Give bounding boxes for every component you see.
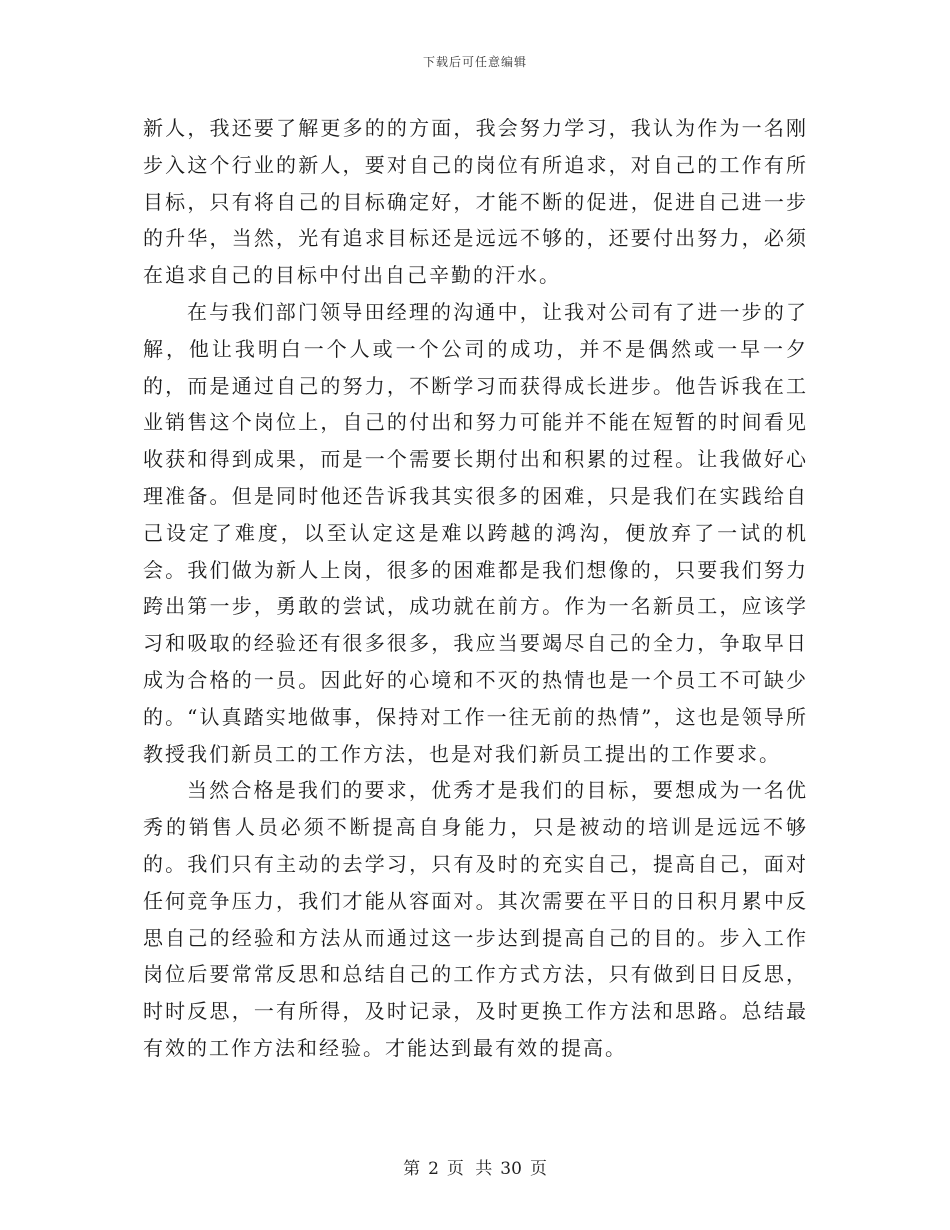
footer-middle: 页 共 <box>446 1159 493 1179</box>
footer-prefix: 第 <box>403 1159 421 1179</box>
paragraph-2: 在与我们部门领导田经理的沟通中，让我对公司有了进一步的了解，他让我明白一个人或一个公司的成功，并不是偶然或一早一夕的，而是通过自己的努力，不断学习而获得成长进步。他告诉我在工业销售这个岗位上，自己的付出和努力可能并不能在短暂的时间看见收获和得到成果，而是一个需要长期付出和积累的过程。让我做好心理准备。但是同时他还告诉我其实很多的困难，只是我们在实践给自己设定了难度，以至认定这是难以跨越的鸿沟，便放弃了一试的机会。我们做为新人上岗，很多的困难都是我们想像的，只要我们努力跨出第一步，勇敢的尝试，成功就在前方。作为一名新员工，应该学习和吸取的经验还有很多很多，我应当要竭尽自己的全力，争取早日成为合格的一员。因此好的心境和不灭的热情也是一个员工不可缺少的。“认真踏实地做事，保持对工作一往无前的热情”，这也是领导所教授我们新员工的工作方法，也是对我们新员工提出的工作要求。 <box>143 299 808 766</box>
total-pages: 30 <box>500 1159 522 1179</box>
paragraph-1: 新人，我还要了解更多的的方面，我会努力学习，我认为作为一名刚步入这个行业的新人，要对自己的岗位有所追求，对自己的工作有所目标，只有将自己的目标确定好，才能不断的促进，促进自己进一步的升华，当然，光有追求目标还是远远不够的，还要付出努力，必须在追求自己的目标中付出自己辛勤的汗水。 <box>143 116 808 288</box>
document-body <box>143 110 808 1067</box>
footer-suffix: 页 <box>529 1159 547 1179</box>
page-number: 2 <box>428 1159 439 1179</box>
page-header: 下载后可任意编辑 <box>422 55 527 69</box>
page-footer <box>0 1154 950 1179</box>
paragraph-3: 当然合格是我们的要求，优秀才是我们的目标，要想成为一名优秀的销售人员必须不断提高自身能力，只是被动的培训是远远不够的。我们只有主动的去学习，只有及时的充实自己，提高自己，面对任何竞争压力，我们才能从容面对。其次需要在平日的日积月累中反思自己的经验和方法从而通过这一步达到提高自己的目的。步入工作岗位后要常常反思和总结自己的工作方式方法，只有做到日日反思，时时反思，一有所得，及时记录，及时更换工作方法和思路。总结最有效的工作方法和经验。才能达到最有效的提高。 <box>143 778 808 1060</box>
